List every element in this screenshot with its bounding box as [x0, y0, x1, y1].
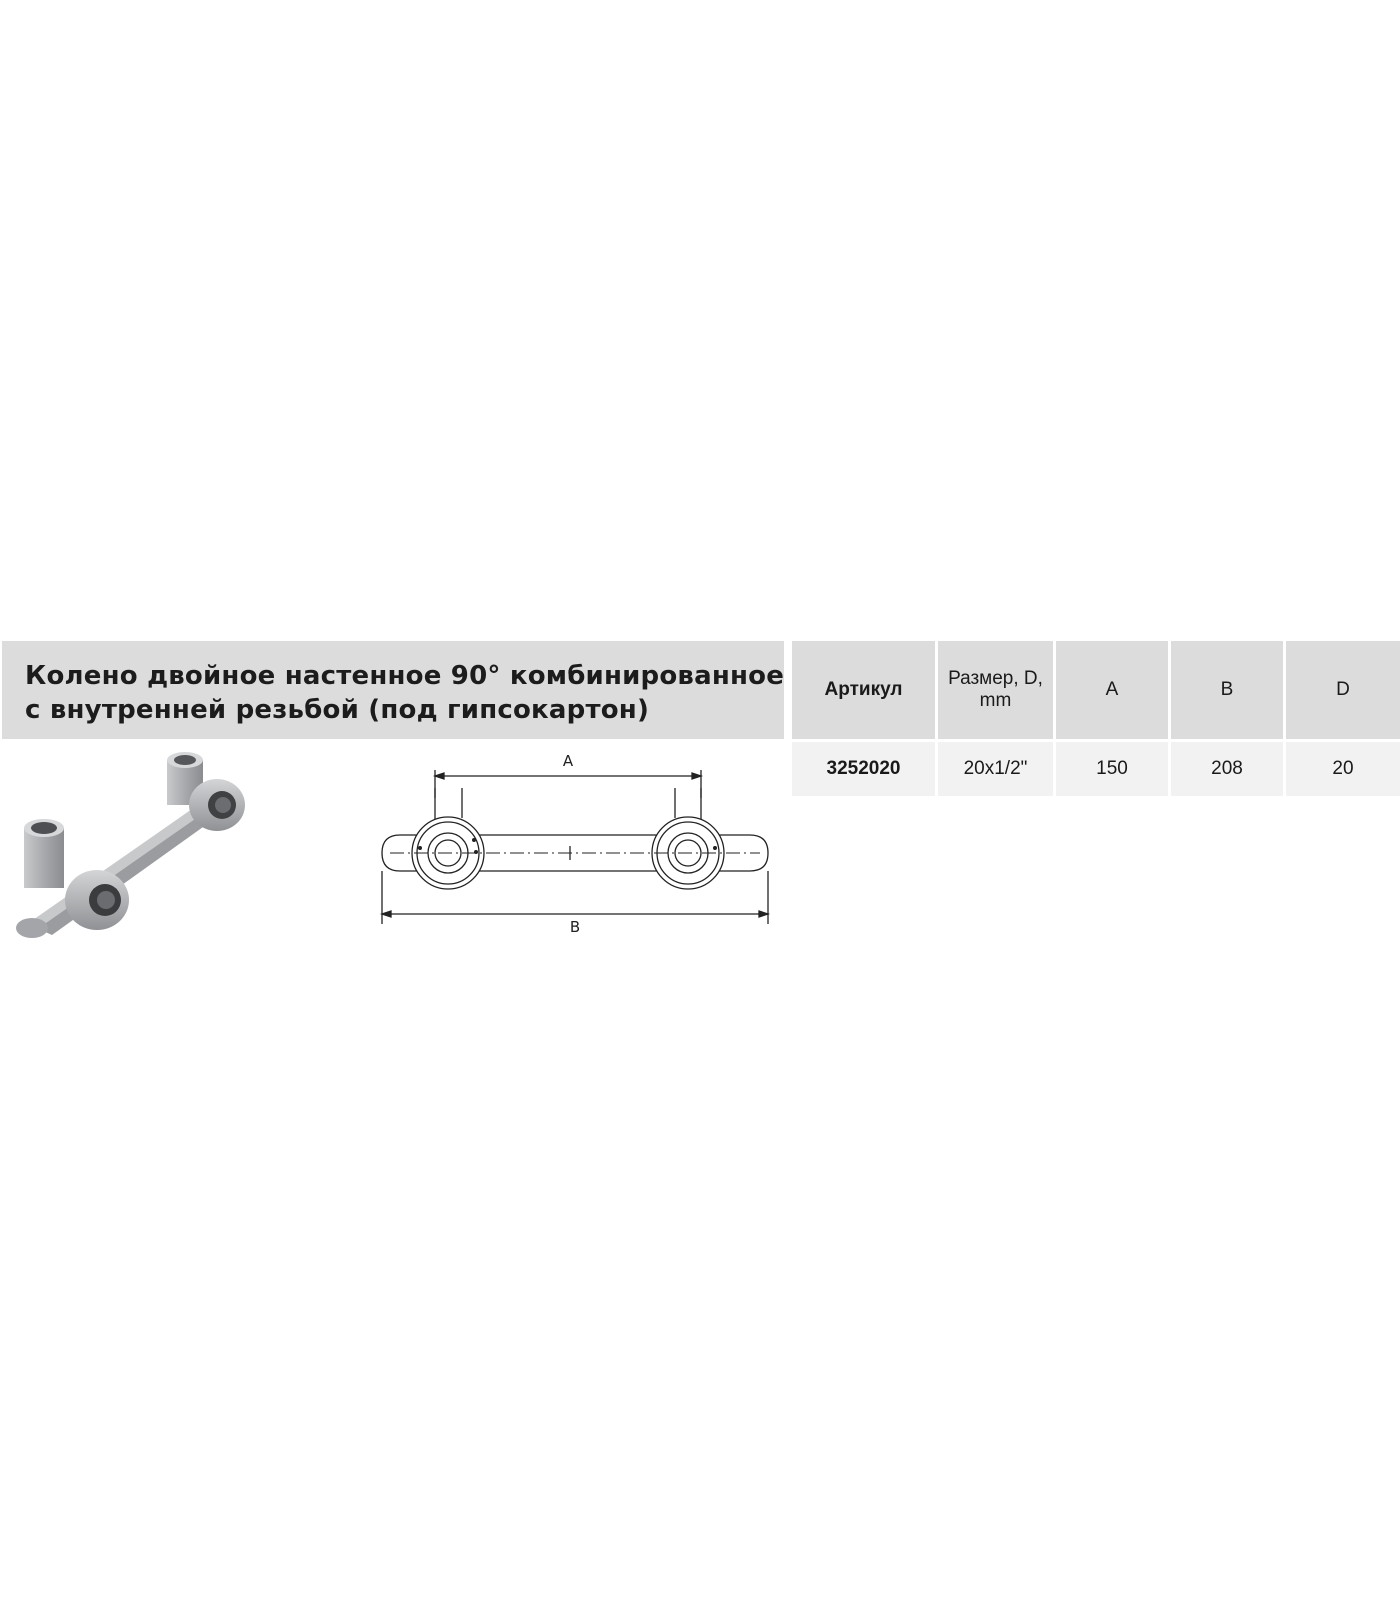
- header-d: D: [1286, 641, 1400, 739]
- header-article: Артикул: [792, 641, 938, 739]
- cell-size: 20x1/2": [938, 739, 1056, 796]
- header-b: B: [1171, 641, 1286, 739]
- table-row: [792, 739, 1400, 796]
- table-header-row: [792, 641, 1400, 739]
- technical-drawing: [370, 748, 780, 943]
- product-title-line-2: с внутренней резьбой (под гипсокартон): [25, 695, 650, 725]
- spec-table: [792, 641, 1400, 796]
- fitting-photo: [12, 750, 252, 950]
- cell-b: 208: [1171, 739, 1286, 796]
- header-size: Размер, D, mm: [938, 641, 1056, 739]
- cell-d: 20: [1286, 739, 1400, 796]
- cell-article: 3252020: [792, 739, 938, 796]
- product-title-line-1: Колено двойное настенное 90° комбинированное: [25, 661, 785, 691]
- dimension-a-label: A: [562, 752, 574, 770]
- dimension-b-label: B: [569, 918, 581, 936]
- product-title-box: [2, 641, 784, 739]
- header-a: A: [1056, 641, 1171, 739]
- cell-a: 150: [1056, 739, 1171, 796]
